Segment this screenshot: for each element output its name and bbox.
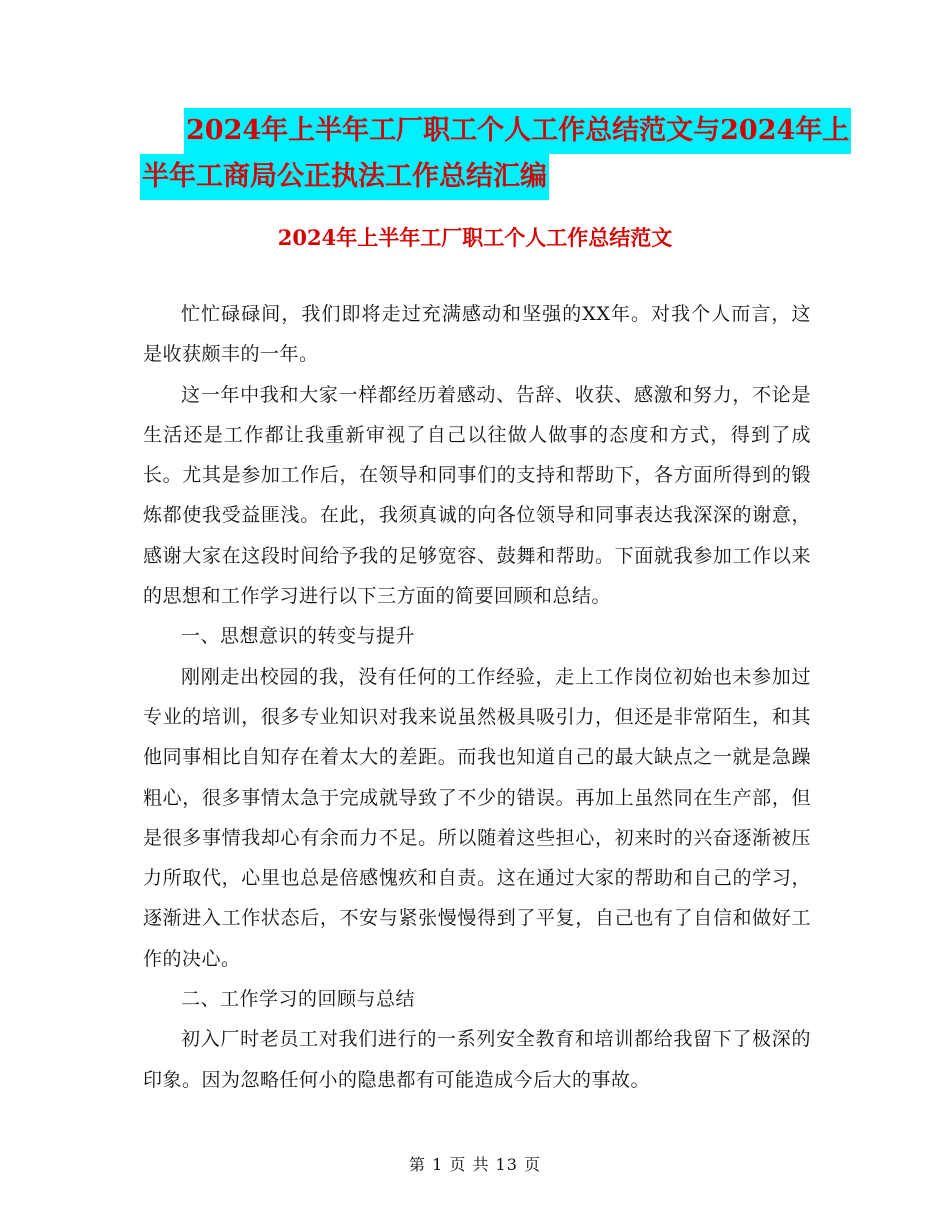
paragraph: 刚刚走出校园的我，没有任何的工作经验，走上工作岗位初始也未参加过专业的培训，很多专业知识对我来说虽然极具吸引力，但还是非常陌生，和其他同事相比自知存在着太大的差距。而我也知道自己的最大缺点之一就是急躁粗心，很多事情太急于完成就导致了不少的错误。再加上虽然同在生产部，但是很多事情我却心有余而力不足。所以随着这些担心，初来时的兴奋逐渐被压力所取代，心里也总是倍感愧疚和自责。这在通过大家的帮助和自己的学习，逐渐进入工作状态后，不安与紧张慢慢得到了平复，自己也有了自信和做好工作的决心。 xyxy=(143,665,811,970)
main-title-line-2: 半年工商局公正执法工作总结汇编 xyxy=(140,154,549,200)
section-heading: 一、思想意识的转变与提升 xyxy=(181,625,416,648)
section-title: 2024年上半年工厂职工个人工作总结范文 xyxy=(277,225,673,250)
section-heading: 二、工作学习的回顾与总结 xyxy=(181,988,416,1011)
body-text xyxy=(143,294,811,1100)
main-title-line-1: 2024年上半年工厂职工个人工作总结范文与2024年上 xyxy=(184,108,851,154)
paragraph: 这一年中我和大家一样都经历着感动、告辞、收获、感激和努力，不论是生活还是工作都让我重新审视了自己以往做人做事的态度和方式，得到了成长。尤其是参加工作后，在领导和同事们的支持和帮助下，各方面所得到的锻炼都使我受益匪浅。在此，我须真诚的向各位领导和同事表达我深深的谢意，感谢大家在这段时间给予我的足够宽容、鼓舞和帮助。下面就我参加工作以来的思想和工作学习进行以下三方面的简要回顾和总结。 xyxy=(143,383,811,608)
page-number-footer: 第 1 页 共 13 页 xyxy=(409,1155,541,1174)
paragraph: 初入厂时老员工对我们进行的一系列安全教育和培训都给我留下了极深的印象。因为忽略任何小的隐患都有可能造成今后大的事故。 xyxy=(143,1028,811,1091)
paragraph: 忙忙碌碌间，我们即将走过充满感动和坚强的XX年。对我个人而言，这是收获颇丰的一年。 xyxy=(143,303,811,366)
main-title xyxy=(140,108,850,200)
